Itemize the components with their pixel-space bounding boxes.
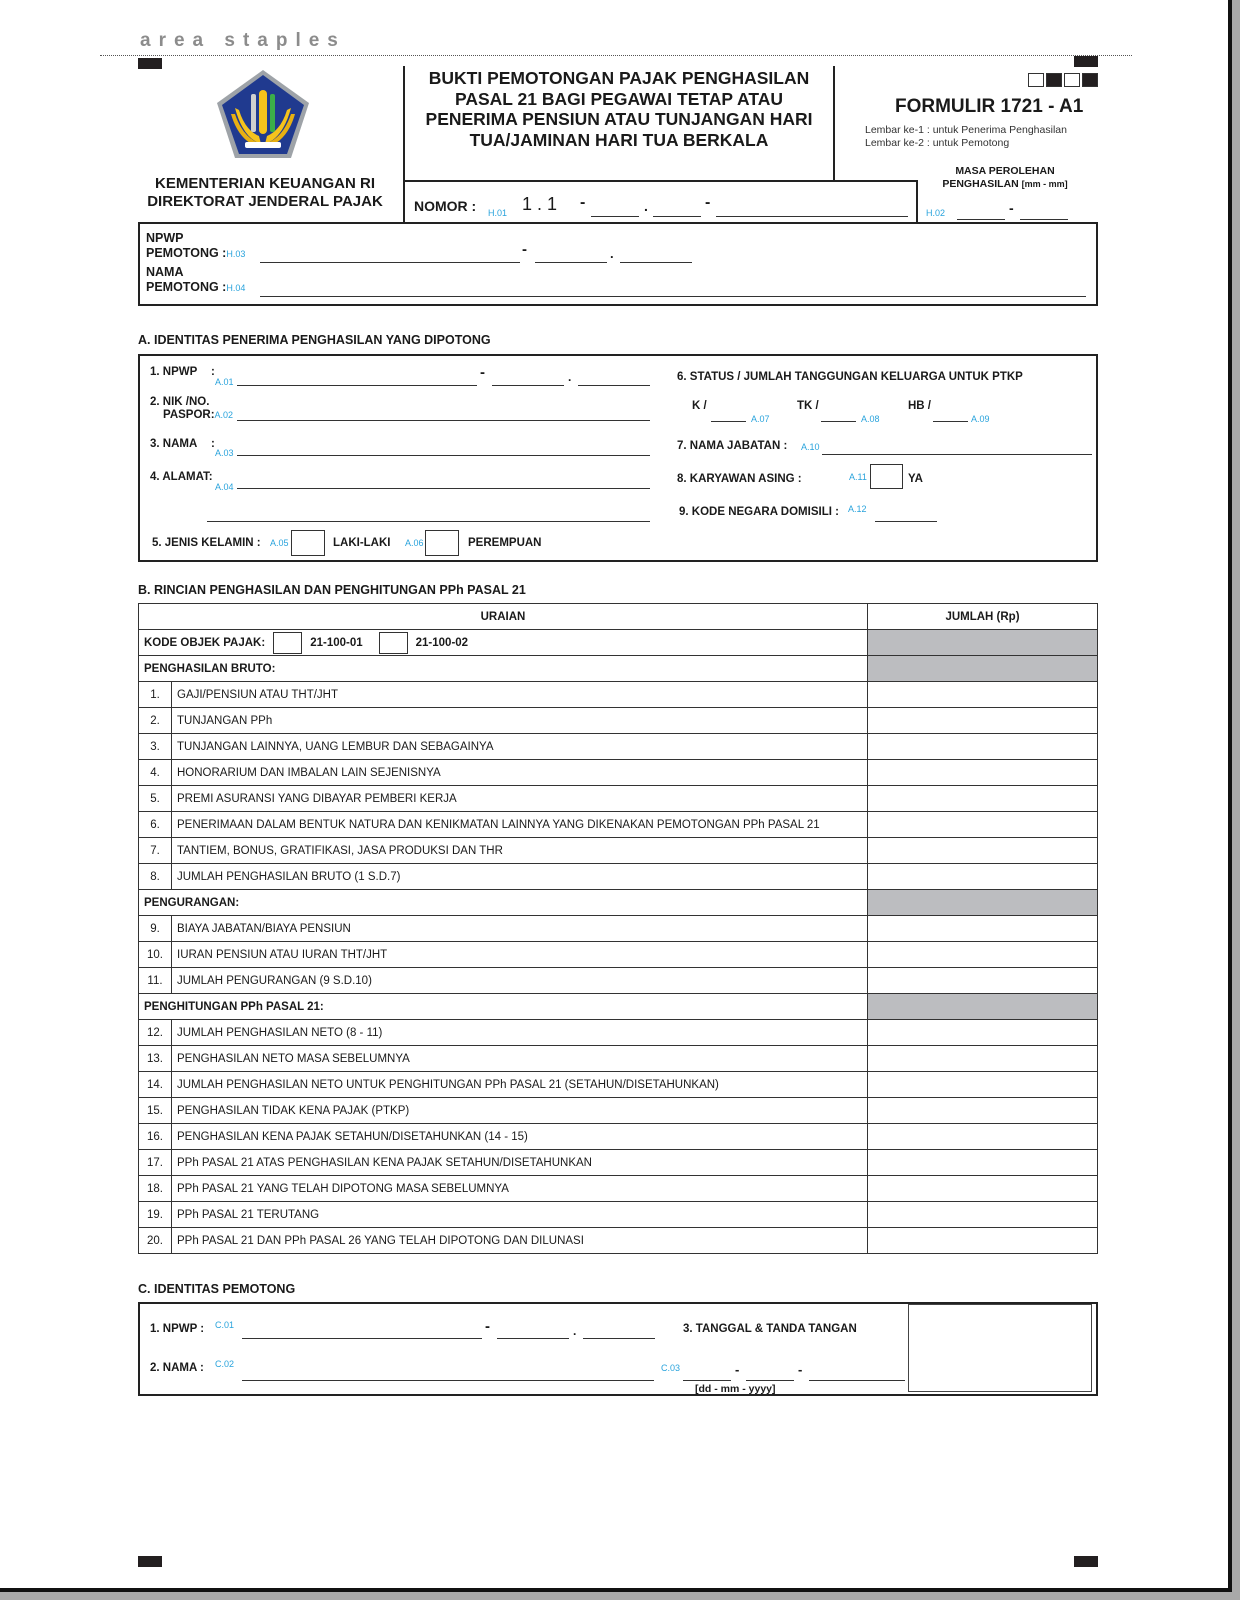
- rincian-table: [138, 603, 1098, 1254]
- field-code: H.03: [226, 249, 246, 259]
- registration-mark-icon: [1074, 56, 1098, 67]
- kode-21-100-01-label: 21-100-01: [310, 636, 363, 649]
- row-label: JUMLAH PENGHASILAN NETO (8 - 11): [172, 1020, 868, 1046]
- row-label: TANTIEM, BONUS, GRATIFIKASI, JASA PRODUKSI DAN THR: [172, 838, 868, 864]
- field-code: C.01: [215, 1320, 235, 1330]
- date-format-hint: [dd - mm - yyyy]: [695, 1383, 776, 1395]
- table-row: [139, 864, 1098, 890]
- shaded-cell: [868, 994, 1098, 1020]
- table-row: [139, 1202, 1098, 1228]
- row-number: 15.: [139, 1098, 172, 1124]
- square-filled-icon: [1082, 73, 1098, 87]
- table-row: [139, 786, 1098, 812]
- jumlah-header: JUMLAH (Rp): [868, 604, 1098, 630]
- amount-input[interactable]: [868, 942, 1098, 968]
- masa-line: MASA PEROLEHAN: [955, 165, 1055, 177]
- row-label: PREMI ASURANSI YANG DIBAYAR PEMBERI KERJA: [172, 786, 868, 812]
- nama-pemotong-label: 2. NAMA :: [150, 1362, 204, 1374]
- ministry-line: KEMENTERIAN KEUANGAN RI: [154, 175, 375, 192]
- jenis-kelamin-label: 5. JENIS KELAMIN :: [152, 537, 261, 549]
- amount-input[interactable]: [868, 1176, 1098, 1202]
- section-a-title: A. IDENTITAS PENERIMA PENGHASILAN YANG DIPOTONG: [138, 333, 491, 347]
- nomor-part3-input[interactable]: [716, 216, 908, 217]
- separator: -: [580, 194, 586, 211]
- row-number: 13.: [139, 1046, 172, 1072]
- row-number: 9.: [139, 916, 172, 942]
- separator: -: [705, 194, 711, 211]
- alamat-input-line1[interactable]: [237, 488, 650, 489]
- masa-format: [mm - mm]: [1021, 179, 1068, 189]
- table-row: [139, 1150, 1098, 1176]
- row-label: PPh PASAL 21 ATAS PENGHASILAN KENA PAJAK SETAHUN/DISETAHUNKAN: [172, 1150, 868, 1176]
- nama-input[interactable]: [237, 455, 650, 456]
- table-row: [139, 916, 1098, 942]
- row-number: 6.: [139, 812, 172, 838]
- table-row: [139, 682, 1098, 708]
- section-header-row: [139, 656, 1098, 682]
- separator: -: [522, 241, 527, 258]
- row-number: 20.: [139, 1228, 172, 1254]
- field-code: H.01: [488, 208, 508, 218]
- date-day-input[interactable]: [683, 1380, 731, 1381]
- kode-21-100-02-label: 21-100-02: [415, 636, 469, 649]
- npwp-pemotong-label: 1. NPWP :: [150, 1323, 205, 1335]
- tanggal-tanda-tangan-label: 3. TANGGAL & TANDA TANGAN: [683, 1323, 857, 1335]
- nama-pemotong-label: [146, 265, 245, 296]
- kode-negara-label: 9. KODE NEGARA DOMISILI :: [679, 506, 839, 518]
- npwp-input-kpp[interactable]: [492, 385, 564, 386]
- field-code: A.08: [861, 414, 880, 424]
- jabatan-label: 7. NAMA JABATAN :: [677, 440, 788, 452]
- title-line: BUKTI PEMOTONGAN PAJAK PENGHASILAN: [428, 68, 810, 88]
- field-code: A.05: [270, 538, 289, 548]
- staples-dotted-line: [100, 55, 1132, 56]
- row-number: 10.: [139, 942, 172, 968]
- row-label: JUMLAH PENGHASILAN NETO UNTUK PENGHITUNGAN PPh PASAL 21 (SETAHUN/DISETAHUNKAN): [172, 1072, 868, 1098]
- row-label: PENERIMAAN DALAM BENTUK NATURA DAN KENIKMATAN LAINNYA YANG DIKENAKAN PEMOTONGAN PPh PASAL 21: [172, 812, 868, 838]
- field-code: C.02: [215, 1359, 235, 1369]
- separator: .: [568, 370, 572, 384]
- row-label: GAJI/PENSIUN ATAU THT/JHT: [172, 682, 868, 708]
- masa-line: PENGHASILAN: [942, 178, 1019, 190]
- separator: -: [735, 1362, 740, 1377]
- row-label: PENGHASILAN KENA PAJAK SETAHUN/DISETAHUNKAN (14 - 15): [172, 1124, 868, 1150]
- separator: -: [485, 1318, 490, 1335]
- k-label: K /: [692, 400, 707, 412]
- uraian-header: URAIAN: [139, 604, 868, 630]
- amount-input[interactable]: [868, 1046, 1098, 1072]
- row-label: PPh PASAL 21 DAN PPh PASAL 26 YANG TELAH DIPOTONG DAN DILUNASI: [172, 1228, 868, 1254]
- k-input[interactable]: [711, 421, 746, 422]
- table-row: [139, 1124, 1098, 1150]
- nomor-part2-input[interactable]: [653, 216, 701, 217]
- amount-input[interactable]: [868, 734, 1098, 760]
- title-line: PENERIMA PENSIUN ATAU TUNJANGAN HARI: [425, 109, 813, 129]
- table-header-row: [139, 604, 1098, 630]
- npwp-pemotong-c-input-kpp[interactable]: [497, 1338, 569, 1339]
- section-header-row: [139, 994, 1098, 1020]
- field-code: A.07: [751, 414, 770, 424]
- npwp-input-branch[interactable]: [578, 385, 650, 386]
- form-code: FORMULIR 1721 - A1: [895, 96, 1084, 117]
- karyawan-asing-label: 8. KARYAWAN ASING :: [677, 473, 802, 485]
- row-number: 7.: [139, 838, 172, 864]
- label-line: NAMA: [146, 265, 184, 279]
- alamat-input-line2[interactable]: [207, 521, 650, 522]
- kode-21-100-01-checkbox[interactable]: [273, 632, 302, 654]
- label-line: PEMOTONG :: [146, 246, 227, 260]
- table-row: [139, 734, 1098, 760]
- npwp-input-main[interactable]: [237, 385, 477, 386]
- masa-end-input[interactable]: [1020, 219, 1068, 220]
- amount-input[interactable]: [868, 1072, 1098, 1098]
- nama-pemotong-c-input[interactable]: [242, 1380, 654, 1381]
- row-label: PENGHASILAN TIDAK KENA PAJAK (PTKP): [172, 1098, 868, 1124]
- row-number: 5.: [139, 786, 172, 812]
- row-label: PPh PASAL 21 TERUTANG: [172, 1202, 868, 1228]
- female-checkbox[interactable]: [425, 530, 459, 556]
- kemenkeu-logo-icon: [215, 68, 311, 160]
- table-row: [139, 812, 1098, 838]
- nik-label: [150, 396, 233, 422]
- registration-mark-icon: [138, 1556, 162, 1567]
- row-number: 19.: [139, 1202, 172, 1228]
- nama-pemotong-input[interactable]: [260, 296, 1086, 297]
- nik-input[interactable]: [237, 420, 650, 421]
- table-row: [139, 760, 1098, 786]
- bruto-header: PENGHASILAN BRUTO:: [139, 656, 868, 682]
- masa-start-input[interactable]: [957, 219, 1005, 220]
- field-code: A.11: [849, 472, 867, 482]
- kode-objek-row: [139, 630, 1098, 656]
- nomor-part1-input[interactable]: [591, 216, 639, 217]
- table-row: [139, 1020, 1098, 1046]
- kode-negara-input[interactable]: [875, 521, 937, 522]
- status-ptkp-label: 6. STATUS / JUMLAH TANGGUNGAN KELUARGA UNTUK PTKP: [677, 371, 1023, 383]
- row-label: PENGHASILAN NETO MASA SEBELUMNYA: [172, 1046, 868, 1072]
- directorate-line: DIREKTORAT JENDERAL PAJAK: [147, 193, 383, 210]
- shaded-cell: [868, 890, 1098, 916]
- separator: .: [573, 1324, 577, 1338]
- row-number: 17.: [139, 1150, 172, 1176]
- hb-label: HB /: [908, 400, 931, 412]
- alamat-label: 4. ALAMAT:: [150, 471, 213, 483]
- npwp-pemotong-label: [146, 231, 245, 262]
- table-row: [139, 1098, 1098, 1124]
- staples-area-label: area staples: [140, 30, 346, 51]
- shaded-cell: [868, 656, 1098, 682]
- amount-input[interactable]: [868, 916, 1098, 942]
- npwp-label: 1. NPWP: [150, 366, 198, 378]
- npwp-pemotong-c-input-branch[interactable]: [583, 1338, 655, 1339]
- nomor-prefix: 1 . 1: [522, 194, 558, 214]
- label-line: PASPOR:: [163, 409, 215, 421]
- field-code: A.01: [215, 377, 234, 387]
- penghitungan-header: PENGHITUNGAN PPh PASAL 21:: [139, 994, 868, 1020]
- row-label: HONORARIUM DAN IMBALAN LAIN SEJENISNYA: [172, 760, 868, 786]
- ya-label: YA: [908, 473, 923, 485]
- amount-input[interactable]: [868, 1020, 1098, 1046]
- colon: :: [211, 366, 215, 378]
- amount-input[interactable]: [868, 760, 1098, 786]
- field-code: A.10: [801, 442, 820, 452]
- signature-box[interactable]: [908, 1304, 1092, 1392]
- field-code: A.03: [215, 448, 234, 458]
- form-title: [405, 66, 833, 150]
- field-code: A.06: [405, 538, 424, 548]
- kode-objek-label: KODE OBJEK PAJAK:: [144, 636, 266, 649]
- label-line: PEMOTONG :: [146, 280, 227, 294]
- amount-input[interactable]: [868, 1098, 1098, 1124]
- npwp-pemotong-input-main[interactable]: [260, 262, 520, 263]
- date-year-input[interactable]: [809, 1380, 905, 1381]
- title-line: TUA/JAMINAN HARI TUA BERKALA: [469, 129, 769, 150]
- row-label: TUNJANGAN LAINNYA, UANG LEMBUR DAN SEBAGAINYA: [172, 734, 868, 760]
- title-line: PASAL 21 BAGI PEGAWAI TETAP ATAU: [454, 88, 783, 109]
- sheet-1-note: Lembar ke-1 : untuk Penerima Penghasilan: [865, 124, 1067, 136]
- amount-input[interactable]: [868, 864, 1098, 890]
- field-code: C.03: [661, 1363, 681, 1373]
- table-row: [139, 838, 1098, 864]
- nomor-label: NOMOR :: [414, 198, 477, 214]
- field-code: H.02: [926, 208, 946, 218]
- nama-label: 3. NAMA: [150, 438, 198, 450]
- amount-input[interactable]: [868, 812, 1098, 838]
- row-label: JUMLAH PENGURANGAN (9 S.D.10): [172, 968, 868, 994]
- tk-label: TK /: [797, 400, 819, 412]
- amount-input[interactable]: [868, 1228, 1098, 1254]
- amount-input[interactable]: [868, 708, 1098, 734]
- male-checkbox[interactable]: [291, 530, 325, 556]
- row-number: 18.: [139, 1176, 172, 1202]
- amount-input[interactable]: [868, 1150, 1098, 1176]
- row-number: 3.: [139, 734, 172, 760]
- row-number: 1.: [139, 682, 172, 708]
- separator: -: [1009, 200, 1014, 216]
- hb-input[interactable]: [933, 421, 968, 422]
- table-row: [139, 968, 1098, 994]
- table-row: [139, 708, 1098, 734]
- kode-21-100-02-checkbox[interactable]: [379, 632, 408, 654]
- table-row: [139, 942, 1098, 968]
- karyawan-asing-checkbox[interactable]: [870, 464, 903, 489]
- row-label: BIAYA JABATAN/BIAYA PENSIUN: [172, 916, 868, 942]
- npwp-pemotong-input-branch[interactable]: [620, 262, 692, 263]
- amount-input[interactable]: [868, 1202, 1098, 1228]
- row-label: PPh PASAL 21 YANG TELAH DIPOTONG MASA SEBELUMNYA: [172, 1176, 868, 1202]
- female-label: PEREMPUAN: [468, 537, 542, 549]
- field-code: A.02: [214, 410, 234, 420]
- field-code: H.04: [226, 283, 246, 293]
- pengurangan-header: PENGURANGAN:: [139, 890, 868, 916]
- row-number: 12.: [139, 1020, 172, 1046]
- ministry-name: [140, 175, 390, 211]
- amount-input[interactable]: [868, 786, 1098, 812]
- table-row: [139, 1046, 1098, 1072]
- label-line: NPWP: [146, 231, 184, 245]
- row-number: 8.: [139, 864, 172, 890]
- pemotong-header-box: [138, 222, 1098, 306]
- tk-input[interactable]: [821, 421, 856, 422]
- date-month-input[interactable]: [746, 1380, 794, 1381]
- field-code: A.12: [848, 504, 867, 514]
- separator: .: [644, 198, 648, 214]
- table-row: [139, 1228, 1098, 1254]
- colon: :: [211, 438, 215, 450]
- square-icon: [1028, 73, 1044, 87]
- label-line: 2. NIK /NO.: [150, 396, 210, 408]
- jabatan-input[interactable]: [822, 454, 1092, 455]
- amount-input[interactable]: [868, 682, 1098, 708]
- registration-mark-icon: [1074, 1556, 1098, 1567]
- sheet-2-note: Lembar ke-2 : untuk Pemotong: [865, 137, 1010, 149]
- npwp-pemotong-c-input-main[interactable]: [242, 1338, 482, 1339]
- amount-input[interactable]: [868, 968, 1098, 994]
- row-number: 14.: [139, 1072, 172, 1098]
- male-label: LAKI-LAKI: [333, 537, 391, 549]
- form-code-squares: [1028, 73, 1098, 87]
- shaded-cell: [868, 630, 1098, 656]
- section-c-title: C. IDENTITAS PEMOTONG: [138, 1282, 296, 1296]
- npwp-pemotong-input-kpp[interactable]: [535, 262, 607, 263]
- square-icon: [1064, 73, 1080, 87]
- form-title-box: [403, 66, 835, 180]
- kode-objek-cell: [139, 630, 868, 656]
- row-number: 2.: [139, 708, 172, 734]
- table-row: [139, 1176, 1098, 1202]
- field-code: A.04: [215, 482, 234, 492]
- amount-input[interactable]: [868, 838, 1098, 864]
- sheet-info: [865, 124, 1067, 150]
- section-b-title: B. RINCIAN PENGHASILAN DAN PENGHITUNGAN PPh PASAL 21: [138, 583, 526, 597]
- table-row: [139, 1072, 1098, 1098]
- separator: -: [480, 364, 485, 381]
- row-label: IURAN PENSIUN ATAU IURAN THT/JHT: [172, 942, 868, 968]
- row-label: JUMLAH PENGHASILAN BRUTO (1 S.D.7): [172, 864, 868, 890]
- row-label: TUNJANGAN PPh: [172, 708, 868, 734]
- separator: -: [798, 1362, 803, 1377]
- square-filled-icon: [1046, 73, 1062, 87]
- row-number: 16.: [139, 1124, 172, 1150]
- registration-mark-icon: [138, 58, 162, 69]
- row-number: 11.: [139, 968, 172, 994]
- separator: .: [610, 246, 614, 261]
- amount-input[interactable]: [868, 1124, 1098, 1150]
- row-number: 4.: [139, 760, 172, 786]
- section-header-row: [139, 890, 1098, 916]
- field-code: A.09: [971, 414, 990, 424]
- masa-perolehan-label: [925, 165, 1085, 191]
